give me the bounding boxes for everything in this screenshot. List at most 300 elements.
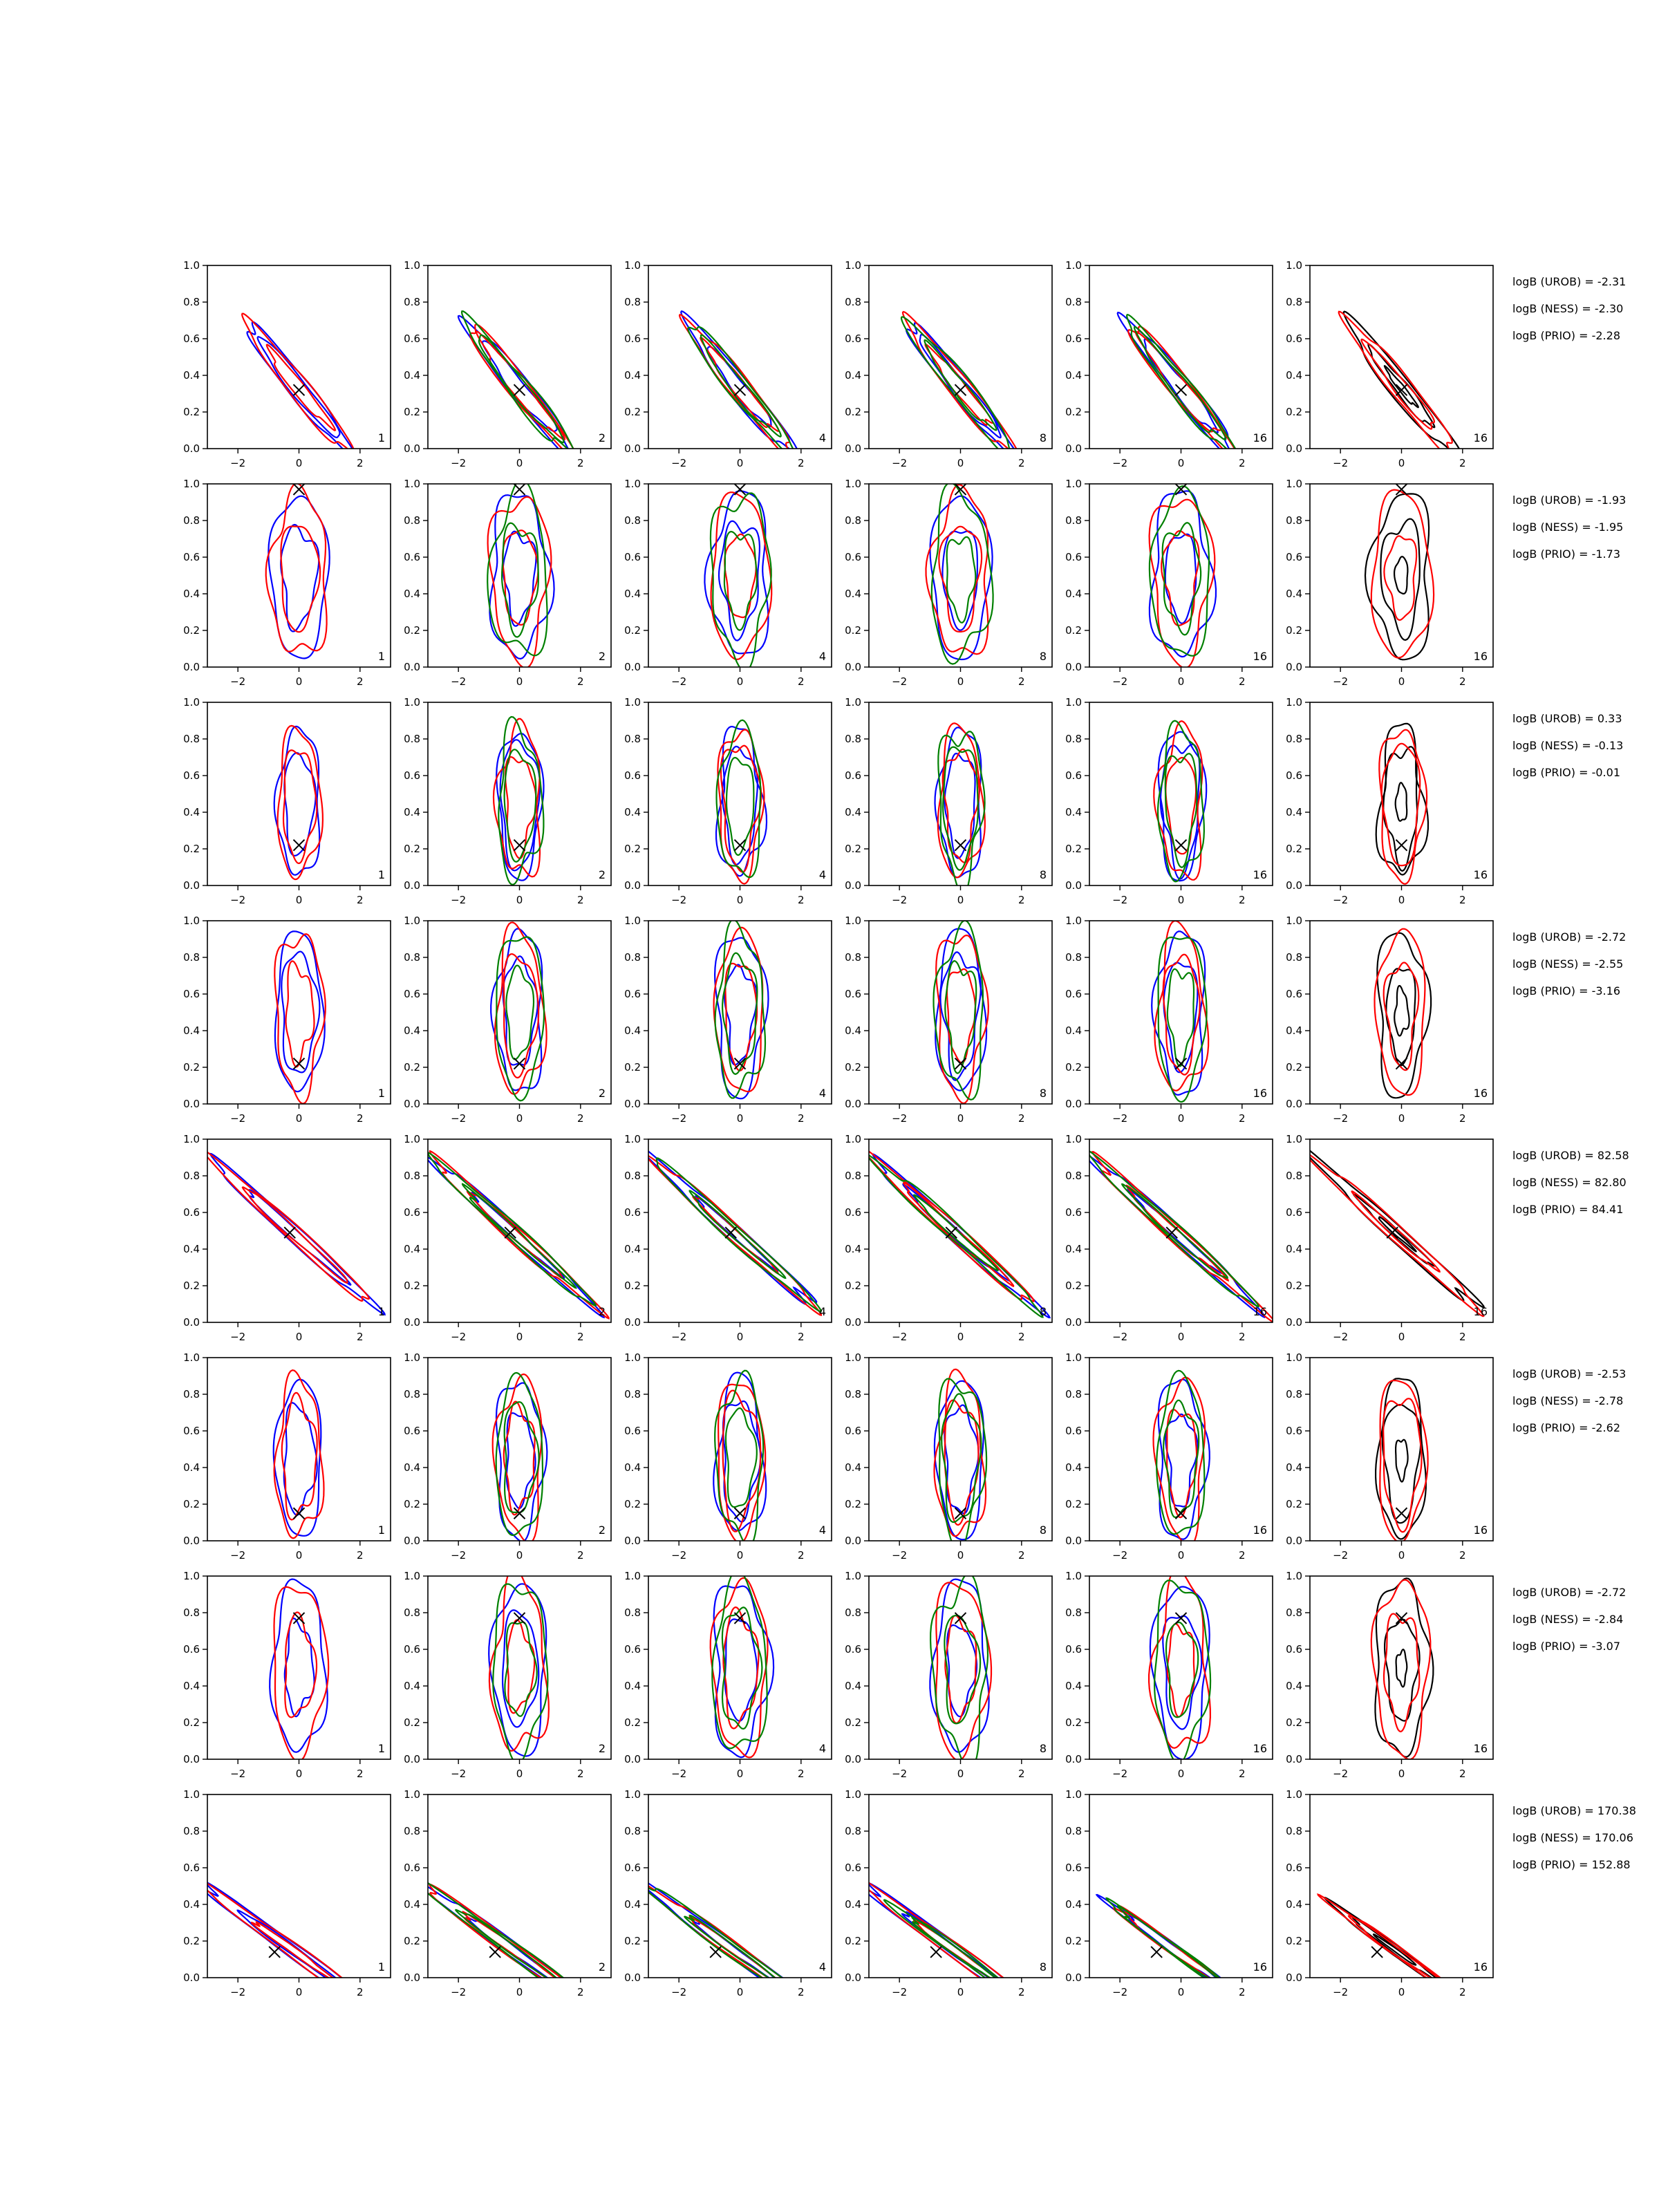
y-tick-label: 0.8 xyxy=(624,1606,641,1619)
ness-contour xyxy=(252,1922,342,1986)
x-tick-label: −2 xyxy=(671,1549,687,1562)
contour-group xyxy=(716,720,767,884)
x-tick-label: 2 xyxy=(577,675,584,688)
y-tick-label: 0.4 xyxy=(183,1024,200,1037)
x-tick-label: 0 xyxy=(957,1768,964,1780)
y-tick-label: 0.6 xyxy=(1065,332,1082,345)
y-tick-label: 0.6 xyxy=(1286,1206,1302,1219)
y-tick-label: 0.0 xyxy=(404,661,420,673)
true-value-marker xyxy=(1176,384,1187,395)
x-tick-label: 0 xyxy=(1398,457,1405,469)
x-tick-label: −2 xyxy=(892,457,908,469)
y-tick-label: 0.4 xyxy=(1286,1680,1302,1692)
ness-contour xyxy=(467,1192,563,1278)
urob-contour xyxy=(270,1580,328,1752)
y-tick-label: 0.4 xyxy=(845,1680,861,1692)
axes-frame xyxy=(1310,265,1493,449)
x-tick-label: 2 xyxy=(1239,457,1246,469)
true-value-marker xyxy=(1396,840,1407,851)
x-tick-label: −2 xyxy=(451,1331,467,1343)
panel-count-label: 16 xyxy=(1473,1742,1488,1755)
panel-count-label: 1 xyxy=(377,431,385,444)
ness-contour xyxy=(507,1620,535,1714)
panel-r1-c1 xyxy=(183,259,391,469)
panel-r2-c1 xyxy=(183,478,391,688)
y-tick-label: 0.0 xyxy=(845,1535,861,1547)
x-tick-label: 2 xyxy=(1018,457,1025,469)
x-tick-label: 2 xyxy=(357,1549,364,1562)
ness-contour xyxy=(1379,730,1427,884)
y-tick-label: 0.0 xyxy=(1286,442,1302,455)
y-tick-label: 0.6 xyxy=(1286,1862,1302,1874)
axes-frame xyxy=(207,484,391,667)
x-tick-label: −2 xyxy=(451,457,467,469)
x-tick-label: 0 xyxy=(736,1112,744,1125)
y-tick-label: 0.8 xyxy=(624,1825,641,1837)
panel-r3-c2 xyxy=(404,696,611,906)
x-tick-label: 0 xyxy=(295,1549,303,1562)
x-tick-label: 2 xyxy=(798,894,805,906)
contour-group xyxy=(1339,312,1463,460)
ness-contour xyxy=(476,332,565,440)
axes-frame xyxy=(207,921,391,1104)
x-tick-label: 2 xyxy=(1459,1112,1466,1125)
y-tick-label: 0.6 xyxy=(845,988,861,1000)
y-tick-label: 0.8 xyxy=(404,1606,420,1619)
y-tick-label: 0.6 xyxy=(404,1206,420,1219)
panel-r4-c2 xyxy=(404,915,611,1125)
y-tick-label: 0.2 xyxy=(624,843,641,855)
x-tick-label: 0 xyxy=(295,1986,303,1998)
logB-label: logB (PRIO) = 84.41 xyxy=(1512,1203,1624,1216)
contour-group xyxy=(861,1147,1049,1318)
y-tick-label: 0.0 xyxy=(183,1316,200,1329)
contour-group xyxy=(1375,929,1432,1098)
x-tick-label: 0 xyxy=(957,1986,964,1998)
x-tick-label: 2 xyxy=(577,1986,584,1998)
panel-r6-c5 xyxy=(1065,1351,1273,1562)
y-tick-label: 0.0 xyxy=(404,1535,420,1547)
y-tick-label: 0.2 xyxy=(404,1935,420,1947)
panel-r7-c2 xyxy=(404,1568,611,1780)
logB-label: logB (PRIO) = -3.07 xyxy=(1512,1640,1620,1653)
y-tick-label: 0.2 xyxy=(624,624,641,637)
y-tick-label: 1.0 xyxy=(624,259,641,272)
x-tick-label: 2 xyxy=(577,1549,584,1562)
y-tick-label: 0.0 xyxy=(404,1971,420,1984)
panel-count-label: 16 xyxy=(1473,1305,1488,1318)
y-tick-label: 1.0 xyxy=(1065,1788,1082,1801)
axes-frame xyxy=(648,265,832,449)
x-tick-label: −2 xyxy=(1333,675,1349,688)
y-tick-label: 0.6 xyxy=(1286,1425,1302,1437)
y-tick-label: 0.8 xyxy=(845,1606,861,1619)
x-tick-label: 0 xyxy=(736,457,744,469)
y-tick-label: 0.8 xyxy=(183,296,200,308)
x-tick-label: 2 xyxy=(1459,675,1466,688)
x-tick-label: 2 xyxy=(357,1112,364,1125)
contour-group xyxy=(930,1573,991,1769)
y-tick-label: 0.0 xyxy=(845,879,861,892)
y-tick-label: 1.0 xyxy=(624,1133,641,1145)
y-tick-label: 1.0 xyxy=(1286,1351,1302,1364)
contour-group xyxy=(189,1873,402,2030)
true-value-marker xyxy=(955,384,966,395)
y-tick-label: 0.8 xyxy=(624,514,641,527)
contour-group xyxy=(458,311,580,464)
x-tick-label: 0 xyxy=(516,1331,523,1343)
urob-contour xyxy=(863,1883,1067,2032)
ness-contour xyxy=(628,1874,829,2023)
panel-count-label: 1 xyxy=(377,1524,385,1537)
y-tick-label: 1.0 xyxy=(845,478,861,490)
y-tick-label: 1.0 xyxy=(183,1351,200,1364)
axes-frame xyxy=(869,1576,1052,1759)
x-tick-label: 0 xyxy=(736,675,744,688)
y-tick-label: 1.0 xyxy=(1286,478,1302,490)
y-tick-label: 0.0 xyxy=(404,1098,420,1110)
y-tick-label: 0.2 xyxy=(624,406,641,418)
panel-r7-c4 xyxy=(845,1570,1052,1780)
y-tick-label: 0.8 xyxy=(1286,296,1302,308)
y-tick-label: 0.6 xyxy=(845,1206,861,1219)
y-tick-label: 1.0 xyxy=(1286,696,1302,709)
single-contour xyxy=(1382,1405,1421,1523)
y-tick-label: 0.8 xyxy=(404,1170,420,1182)
y-tick-label: 0.0 xyxy=(183,1535,200,1547)
ness-contour xyxy=(914,1920,998,1981)
axes-frame xyxy=(869,484,1052,667)
y-tick-label: 0.2 xyxy=(1065,624,1082,637)
y-tick-label: 0.6 xyxy=(183,988,200,1000)
axes-frame xyxy=(428,484,611,667)
y-tick-label: 0.2 xyxy=(1065,1061,1082,1074)
y-tick-label: 0.4 xyxy=(404,806,420,818)
true-value-marker xyxy=(955,840,966,851)
prio-contour xyxy=(428,1153,596,1306)
true-value-marker xyxy=(514,840,525,851)
x-tick-label: −2 xyxy=(1333,457,1349,469)
y-tick-label: 0.6 xyxy=(1286,988,1302,1000)
panel-r2-c5 xyxy=(1065,478,1273,688)
y-tick-label: 0.0 xyxy=(845,661,861,673)
y-tick-label: 1.0 xyxy=(183,1788,200,1801)
y-tick-label: 0.2 xyxy=(183,843,200,855)
urob-contour xyxy=(1118,312,1233,459)
x-tick-label: −2 xyxy=(892,1768,908,1780)
x-tick-label: 2 xyxy=(357,675,364,688)
y-tick-label: 0.4 xyxy=(1065,1898,1082,1911)
y-tick-label: 0.0 xyxy=(845,1971,861,1984)
y-tick-label: 0.6 xyxy=(1065,551,1082,563)
y-tick-label: 0.0 xyxy=(845,1753,861,1765)
y-tick-label: 0.2 xyxy=(404,1061,420,1074)
panel-count-label: 8 xyxy=(1039,650,1047,663)
ness-contour xyxy=(203,1150,370,1301)
y-tick-label: 0.2 xyxy=(624,1280,641,1292)
x-tick-label: 2 xyxy=(577,1331,584,1343)
y-tick-label: 0.8 xyxy=(1065,1825,1082,1837)
panel-count-label: 16 xyxy=(1253,1087,1267,1100)
ness-contour xyxy=(242,314,354,453)
y-tick-label: 0.4 xyxy=(624,588,641,600)
y-tick-label: 0.8 xyxy=(404,514,420,527)
panel-count-label: 1 xyxy=(377,868,385,881)
true-value-marker xyxy=(294,384,305,395)
x-tick-label: 2 xyxy=(577,894,584,906)
panel-count-label: 16 xyxy=(1473,1960,1488,1974)
x-tick-label: −2 xyxy=(1112,894,1128,906)
y-tick-label: 0.6 xyxy=(845,332,861,345)
true-value-marker xyxy=(294,1058,305,1069)
y-tick-label: 0.4 xyxy=(183,1898,200,1911)
y-tick-label: 0.8 xyxy=(1065,514,1082,527)
axes-frame xyxy=(1089,1576,1273,1759)
y-tick-label: 0.6 xyxy=(845,551,861,563)
y-tick-label: 0.0 xyxy=(404,879,420,892)
y-tick-label: 1.0 xyxy=(1286,259,1302,272)
contour-group xyxy=(1365,490,1434,660)
y-tick-label: 0.2 xyxy=(183,1935,200,1947)
x-tick-label: 0 xyxy=(1177,457,1185,469)
true-value-marker xyxy=(710,1947,721,1958)
x-tick-label: 0 xyxy=(1177,1549,1185,1562)
urob-contour xyxy=(708,347,771,427)
y-tick-label: 0.8 xyxy=(1286,1388,1302,1400)
y-tick-label: 0.6 xyxy=(404,1862,420,1874)
panel-count-label: 4 xyxy=(818,868,826,881)
true-value-marker xyxy=(514,384,525,395)
true-value-marker xyxy=(1371,1947,1382,1958)
panel-r3-c6 xyxy=(1286,696,1493,906)
ness-contour xyxy=(723,1607,758,1729)
y-tick-label: 0.0 xyxy=(1286,1753,1302,1765)
logB-label: logB (UROB) = -2.31 xyxy=(1512,275,1627,288)
y-tick-label: 0.4 xyxy=(1286,369,1302,382)
y-tick-label: 0.4 xyxy=(624,369,641,382)
x-tick-label: 0 xyxy=(516,675,523,688)
x-tick-label: −2 xyxy=(892,1331,908,1343)
ness-contour xyxy=(429,1884,621,2028)
panel-r7-c1 xyxy=(183,1570,391,1780)
y-tick-label: 0.8 xyxy=(624,733,641,745)
ness-contour xyxy=(1150,500,1215,668)
contour-group xyxy=(1371,1578,1434,1759)
urob-contour xyxy=(1129,1914,1232,1991)
y-tick-label: 0.4 xyxy=(845,1461,861,1474)
logB-label: logB (NESS) = -2.84 xyxy=(1512,1613,1624,1626)
contour-group xyxy=(487,480,554,668)
y-tick-label: 0.6 xyxy=(183,1862,200,1874)
y-tick-label: 0.2 xyxy=(183,406,200,418)
contour-group xyxy=(679,311,798,462)
x-tick-label: 2 xyxy=(1239,1986,1246,1998)
axes-frame xyxy=(428,1576,611,1759)
panel-count-label: 2 xyxy=(598,1087,606,1100)
panel-r2-c3 xyxy=(624,478,832,688)
prio-contour xyxy=(684,1915,796,1996)
y-tick-label: 0.6 xyxy=(1065,1862,1082,1874)
logB-label: logB (NESS) = -1.95 xyxy=(1512,521,1624,534)
panel-count-label: 16 xyxy=(1473,1087,1488,1100)
y-tick-label: 0.2 xyxy=(183,624,200,637)
x-tick-label: 0 xyxy=(295,457,303,469)
y-tick-label: 0.8 xyxy=(1286,951,1302,964)
x-tick-label: −2 xyxy=(230,1986,246,1998)
y-tick-label: 1.0 xyxy=(404,1133,420,1145)
axes-frame xyxy=(1089,921,1273,1104)
y-tick-label: 0.2 xyxy=(1065,1498,1082,1510)
y-tick-label: 1.0 xyxy=(1286,1133,1302,1145)
panel-r7-c5 xyxy=(1065,1568,1273,1780)
y-tick-label: 0.0 xyxy=(624,442,641,455)
y-tick-label: 0.4 xyxy=(183,1243,200,1255)
x-tick-label: 0 xyxy=(957,457,964,469)
y-tick-label: 1.0 xyxy=(624,915,641,927)
x-tick-label: −2 xyxy=(1112,1768,1128,1780)
y-tick-label: 0.0 xyxy=(624,1753,641,1765)
y-tick-label: 0.4 xyxy=(845,806,861,818)
y-tick-label: 0.4 xyxy=(183,1680,200,1692)
x-tick-label: −2 xyxy=(451,1986,467,1998)
y-tick-label: 0.6 xyxy=(1286,332,1302,345)
y-tick-label: 0.2 xyxy=(845,1280,861,1292)
panel-r3-c3 xyxy=(624,696,832,906)
prio-contour xyxy=(1118,1906,1244,1999)
x-tick-label: 0 xyxy=(736,894,744,906)
y-tick-label: 0.6 xyxy=(183,769,200,782)
x-tick-label: 0 xyxy=(1177,1331,1185,1343)
y-tick-label: 0.8 xyxy=(183,1825,200,1837)
panel-r3-c4 xyxy=(845,696,1052,906)
y-tick-label: 0.2 xyxy=(1065,843,1082,855)
contour-group xyxy=(934,921,988,1103)
prio-contour xyxy=(493,1584,547,1764)
axes-frame xyxy=(1089,484,1273,667)
axes-frame xyxy=(207,702,391,885)
panel-count-label: 16 xyxy=(1473,431,1488,444)
contour-group xyxy=(274,726,323,879)
y-tick-label: 0.4 xyxy=(404,1680,420,1692)
y-tick-label: 0.6 xyxy=(404,332,420,345)
ness-contour xyxy=(690,1917,786,1987)
x-tick-label: −2 xyxy=(1112,1112,1128,1125)
y-tick-label: 0.2 xyxy=(1286,1061,1302,1074)
contour-group xyxy=(1150,486,1216,668)
y-tick-label: 1.0 xyxy=(1065,1351,1082,1364)
x-tick-label: 2 xyxy=(357,1986,364,1998)
y-tick-label: 0.8 xyxy=(183,514,200,527)
x-tick-label: 0 xyxy=(957,1331,964,1343)
y-tick-label: 1.0 xyxy=(845,1133,861,1145)
y-tick-label: 0.4 xyxy=(1286,1898,1302,1911)
contour-group xyxy=(494,717,544,885)
y-tick-label: 0.2 xyxy=(1065,406,1082,418)
axes-frame xyxy=(1310,702,1493,885)
y-tick-label: 0.8 xyxy=(845,296,861,308)
y-tick-label: 1.0 xyxy=(845,1351,861,1364)
x-tick-label: 2 xyxy=(798,1331,805,1343)
y-tick-label: 0.0 xyxy=(404,442,420,455)
contour-group xyxy=(1154,1371,1210,1546)
x-tick-label: −2 xyxy=(451,675,467,688)
contour-group xyxy=(926,482,993,664)
y-tick-label: 1.0 xyxy=(404,696,420,709)
panel-count-label: 4 xyxy=(818,1742,826,1755)
y-tick-label: 0.0 xyxy=(624,1535,641,1547)
y-tick-label: 0.2 xyxy=(1286,1716,1302,1729)
x-tick-label: 0 xyxy=(1177,894,1185,906)
y-tick-label: 1.0 xyxy=(404,478,420,490)
panel-count-label: 2 xyxy=(598,1742,606,1755)
y-tick-label: 0.2 xyxy=(624,1498,641,1510)
contour-group xyxy=(704,491,771,671)
x-tick-label: 0 xyxy=(1398,1112,1405,1125)
y-tick-label: 0.0 xyxy=(183,442,200,455)
y-tick-label: 0.6 xyxy=(624,1425,641,1437)
y-tick-label: 0.8 xyxy=(183,1388,200,1400)
axes-frame xyxy=(869,702,1052,885)
panel-r5-c2 xyxy=(404,1133,611,1343)
panel-count-label: 8 xyxy=(1039,1524,1047,1537)
x-tick-label: 0 xyxy=(295,1112,303,1125)
y-tick-label: 0.4 xyxy=(404,588,420,600)
ness-contour xyxy=(243,1187,348,1282)
logB-label: logB (UROB) = -2.53 xyxy=(1512,1367,1627,1380)
y-tick-label: 0.8 xyxy=(404,296,420,308)
contour-group xyxy=(489,1568,549,1764)
contour-group xyxy=(493,1373,547,1543)
single-contour xyxy=(1368,344,1434,428)
axes-frame xyxy=(869,265,1052,449)
y-tick-label: 0.4 xyxy=(183,1461,200,1474)
single-contour xyxy=(1394,986,1409,1036)
panel-count-label: 16 xyxy=(1253,1960,1267,1974)
y-tick-label: 0.8 xyxy=(1286,514,1302,527)
y-tick-label: 0.2 xyxy=(183,1280,200,1292)
y-tick-label: 0.0 xyxy=(183,1753,200,1765)
y-tick-label: 1.0 xyxy=(845,259,861,272)
y-tick-label: 1.0 xyxy=(404,1570,420,1582)
x-tick-label: −2 xyxy=(1112,675,1128,688)
y-tick-label: 0.2 xyxy=(845,843,861,855)
y-tick-label: 0.6 xyxy=(845,769,861,782)
prio-contour xyxy=(644,1886,835,2025)
x-tick-label: −2 xyxy=(451,1112,467,1125)
panel-r8-c5 xyxy=(1065,1788,1273,2007)
panel-count-label: 16 xyxy=(1253,868,1267,881)
single-contour xyxy=(1394,556,1407,594)
y-tick-label: 0.0 xyxy=(1286,1971,1302,1984)
y-tick-label: 0.4 xyxy=(624,1024,641,1037)
y-tick-label: 0.4 xyxy=(1065,369,1082,382)
panel-r8-c6 xyxy=(1286,1788,1493,2001)
y-tick-label: 0.0 xyxy=(624,1098,641,1110)
y-tick-label: 1.0 xyxy=(1065,259,1082,272)
true-value-marker xyxy=(1396,1508,1407,1519)
contour-group xyxy=(203,1150,385,1315)
y-tick-label: 0.2 xyxy=(845,406,861,418)
x-tick-label: −2 xyxy=(230,1768,246,1780)
urob-contour xyxy=(472,1192,564,1278)
panel-count-label: 4 xyxy=(818,650,826,663)
ness-contour xyxy=(1136,332,1221,432)
y-tick-label: 0.0 xyxy=(845,1316,861,1329)
y-tick-label: 0.8 xyxy=(404,1388,420,1400)
y-tick-label: 0.4 xyxy=(624,1461,641,1474)
contour-group xyxy=(1149,1568,1210,1764)
logB-label: logB (UROB) = -2.72 xyxy=(1512,1586,1627,1599)
